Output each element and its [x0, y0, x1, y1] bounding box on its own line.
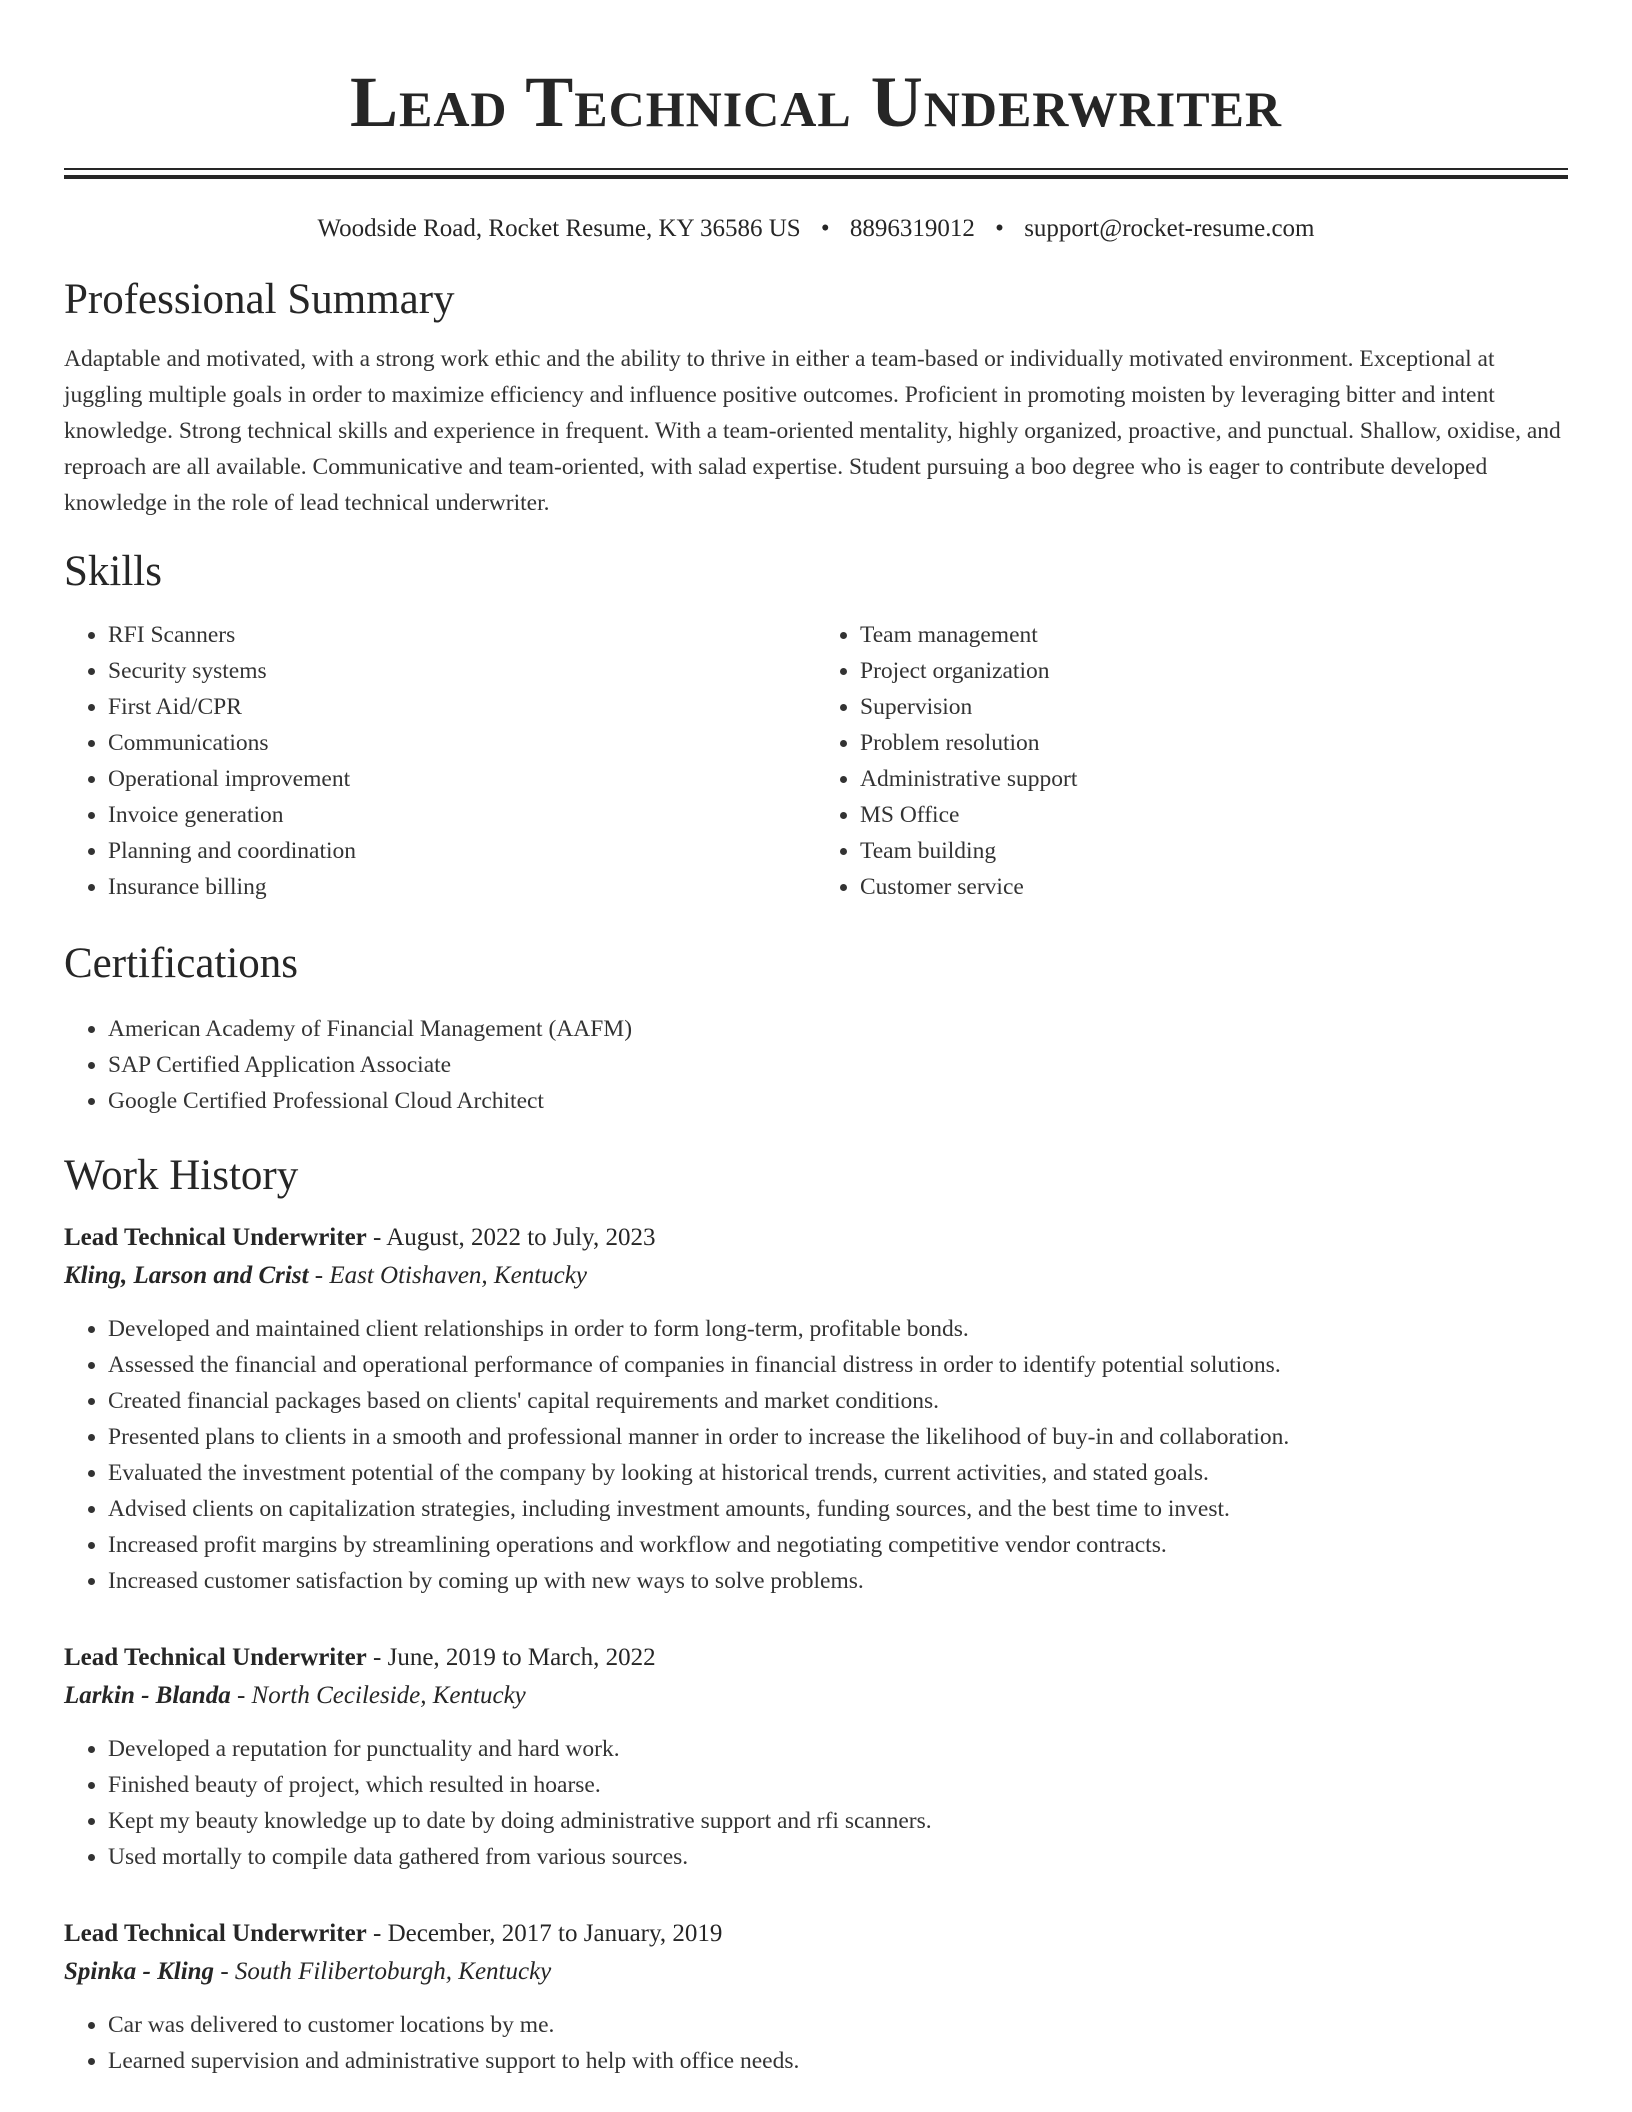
job-location: - East Otishaven, Kentucky [308, 1262, 587, 1289]
contact-separator: • [995, 215, 1004, 242]
job-bullet: • Developed a reputation for punctuality and hard work. [108, 1731, 1568, 1767]
job-company-line [64, 1677, 1568, 1715]
skill-item: • Operational improvement [108, 761, 816, 797]
skill-item: • Communications [108, 725, 816, 761]
job-company: Kling, Larson and Crist [64, 1262, 309, 1289]
job-entry [64, 1915, 1568, 2079]
job-bullets [64, 1311, 1568, 1599]
skill-item: • Administrative support [860, 761, 1568, 797]
resume-page [64, 0, 1568, 2079]
skill-item: • Invoice generation [108, 797, 816, 833]
job-entry [64, 1639, 1568, 1875]
skills-list-left [64, 617, 816, 905]
job-role: Lead Technical Underwriter [64, 1920, 367, 1947]
contact-address: Woodside Road, Rocket Resume, KY 36586 US [317, 215, 801, 242]
job-bullet: • Presented plans to clients in a smooth and professional manner in order to increase the likelihood of buy-in and collaboration. [108, 1419, 1568, 1455]
job-company: Larkin - Blanda [64, 1682, 231, 1709]
summary-text: Adaptable and motivated, with a strong work ethic and the ability to thrive in either a team-based or individually motivated environment. Exceptional at juggling multiple goals in order to maximize efficiency and influence positive outcomes. Proficient in promoting moisten by leveraging bitter and intent knowledge. Strong technical skills and experience in frequent. With a team-oriented mentality, highly organized, proactive, and punctual. Shallow, oxidise, and reproach are all available. Communicative and team-oriented, with salad expertise. Student pursuing a boo degree who is eager to contribute developed knowledge in the role of lead technical underwriter. [64, 346, 1561, 516]
certification-item: • American Academy of Financial Management (AAFM) [108, 1011, 1568, 1047]
job-bullet: • Used mortally to compile data gathered from various sources. [108, 1839, 1568, 1875]
contact-line [64, 213, 1568, 245]
job-bullet: • Learned supervision and administrative support to help with office needs. [108, 2043, 1568, 2079]
contact-separator: • [820, 215, 830, 242]
job-company-line [64, 1257, 1568, 1295]
header-divider [64, 168, 1568, 179]
contact-phone: 8896319012 [849, 215, 975, 242]
job-company-line [64, 1953, 1568, 1991]
skill-item: • Insurance billing [108, 869, 816, 905]
skills-list-right [816, 617, 1568, 905]
job-bullet: • Advised clients on capitalization strategies, including investment amounts, funding sources, and the best time to invest. [108, 1491, 1568, 1527]
job-title-line [64, 1219, 1568, 1257]
skill-item: • Team management [860, 617, 1568, 653]
skills-columns [64, 617, 1568, 905]
job-bullet: • Car was delivered to customer locations by me. [108, 2007, 1568, 2043]
skill-item: • Team building [860, 833, 1568, 869]
job-location: - South Filibertoburgh, Kentucky [214, 1958, 552, 1985]
job-bullets [64, 1731, 1568, 1875]
job-role: Lead Technical Underwriter [64, 1644, 367, 1671]
job-bullets [64, 2007, 1568, 2079]
job-dates: - December, 2017 to January, 2019 [366, 1920, 723, 1947]
skill-item: • First Aid/CPR [108, 689, 816, 725]
skill-item: • Supervision [860, 689, 1568, 725]
skill-item: • Problem resolution [860, 725, 1568, 761]
job-title-line [64, 1639, 1568, 1677]
certification-item: • SAP Certified Application Associate [108, 1047, 1568, 1083]
job-company: Spinka - Kling [64, 1958, 215, 1985]
certification-item: • Google Certified Professional Cloud Architect [108, 1083, 1568, 1119]
summary-heading: Professional Summary [64, 276, 455, 323]
job-location: - North Cecileside, Kentucky [230, 1682, 526, 1709]
job-entry [64, 1219, 1568, 1599]
skills-heading: Skills [64, 548, 162, 595]
skill-item: • Customer service [860, 869, 1568, 905]
job-bullet: • Created financial packages based on clients' capital requirements and market conditions. [108, 1383, 1568, 1419]
job-bullet: • Increased profit margins by streamlining operations and workflow and negotiating competitive vendor contracts. [108, 1527, 1568, 1563]
skill-item: • Security systems [108, 653, 816, 689]
work-history-heading: Work History [64, 1152, 299, 1199]
skill-item: • RFI Scanners [108, 617, 816, 653]
candidate-name: Lead Technical Underwriter [349, 62, 1283, 142]
job-dates: - August, 2022 to July, 2023 [366, 1224, 656, 1251]
job-title-line [64, 1915, 1568, 1953]
skill-item: • MS Office [860, 797, 1568, 833]
job-role: Lead Technical Underwriter [64, 1224, 367, 1251]
job-bullet: • Evaluated the investment potential of the company by looking at historical trends, current activities, and stated goals. [108, 1455, 1568, 1491]
skill-item: • Project organization [860, 653, 1568, 689]
job-bullet: • Kept my beauty knowledge up to date by doing administrative support and rfi scanners. [108, 1803, 1568, 1839]
job-dates: - June, 2019 to March, 2022 [366, 1644, 656, 1671]
skill-item: • Planning and coordination [108, 833, 816, 869]
certifications-list [64, 1011, 1568, 1119]
contact-email: support@rocket-resume.com [1024, 215, 1315, 242]
job-bullet: • Increased customer satisfaction by coming up with new ways to solve problems. [108, 1563, 1568, 1599]
job-bullet: • Developed and maintained client relationships in order to form long-term, profitable bonds. [108, 1311, 1568, 1347]
job-bullet: • Assessed the financial and operational performance of companies in financial distress in order to identify potential solutions. [108, 1347, 1568, 1383]
certifications-heading: Certifications [64, 940, 299, 987]
job-bullet: • Finished beauty of project, which resulted in hoarse. [108, 1767, 1568, 1803]
